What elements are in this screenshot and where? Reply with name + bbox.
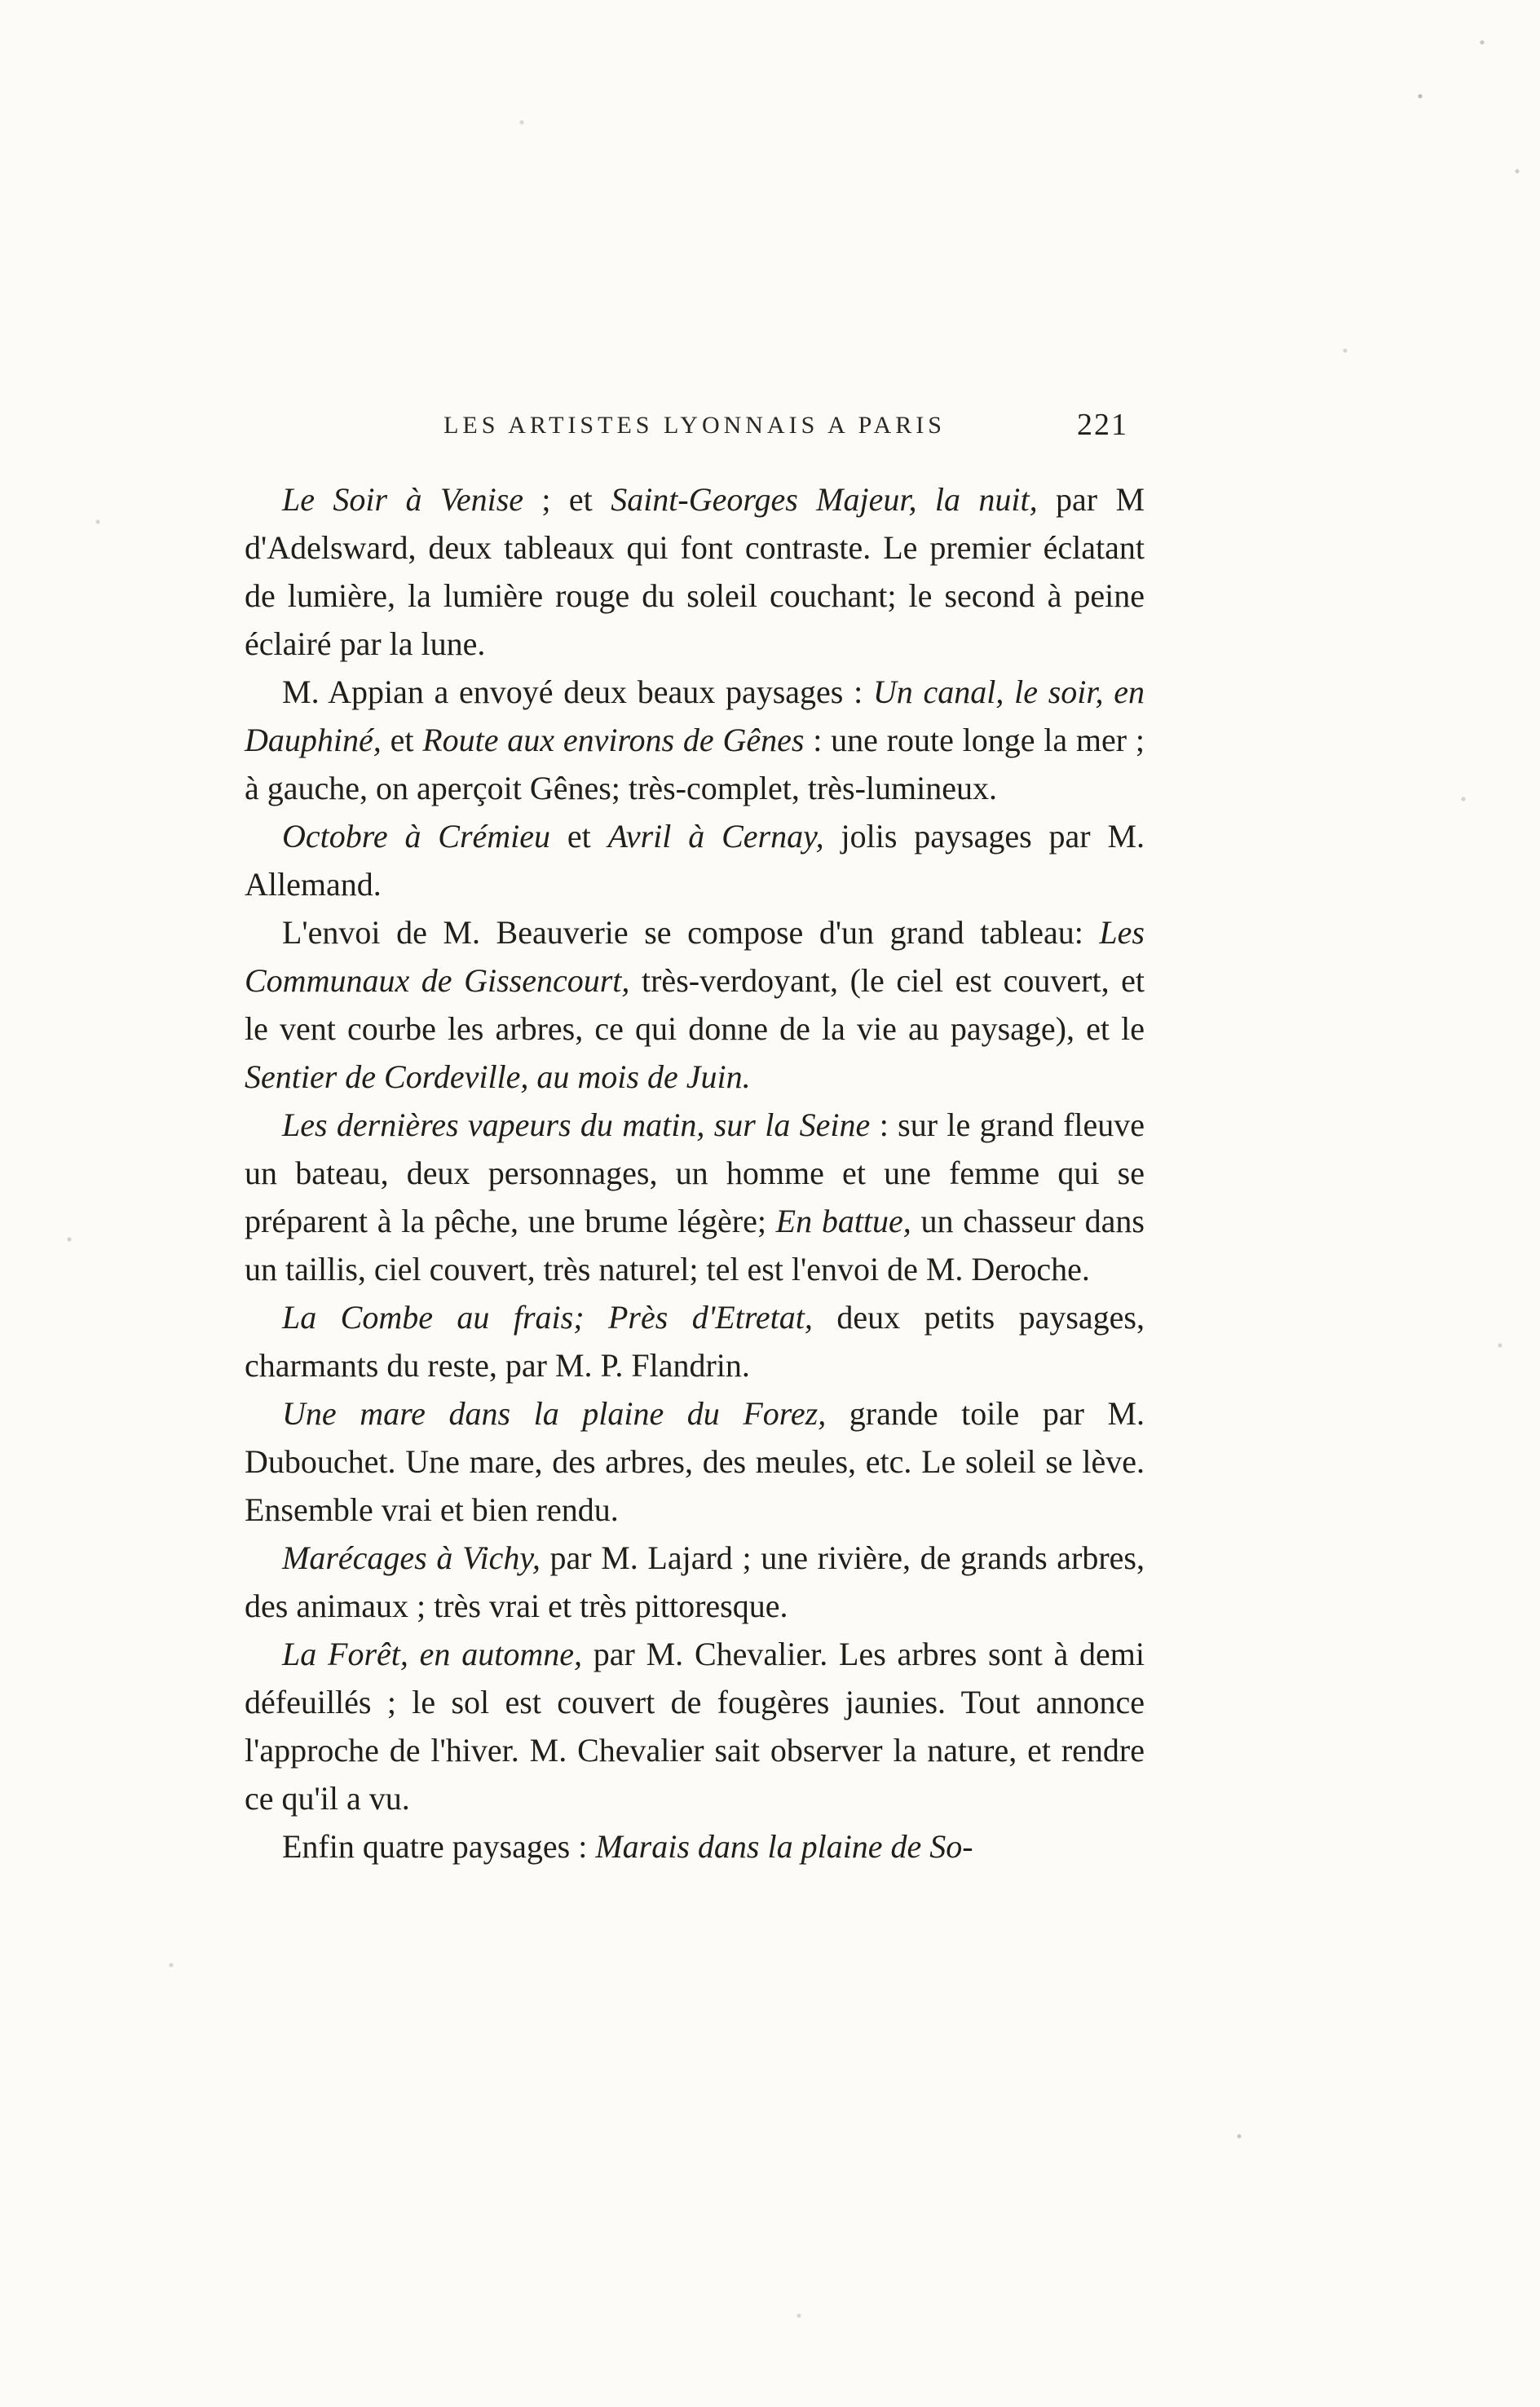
text-run: L'envoi de M. Beauverie se compose d'un grand tableau:: [282, 914, 1100, 951]
page-number: 221: [1077, 408, 1128, 442]
text-run: ; et: [541, 481, 611, 518]
text-run: Une mare dans la plaine du Forez,: [282, 1395, 827, 1432]
text-run: un chasseur dans un taillis, ciel couvert, très naturel; tel est l'envoi de M. Deroche.: [245, 1203, 1145, 1287]
text-run: Marais dans la plaine de So-: [595, 1828, 973, 1865]
paragraph: [245, 1389, 1145, 1534]
text-run: : sur le grand fleuve un bateau, deux personnages, un homme et une femme qui se préparent à la pêche, une brume légère;: [245, 1106, 1145, 1239]
paragraph: [245, 812, 1145, 908]
paragraph: [245, 1534, 1145, 1630]
text-run: par M. Lajard ; une rivière, de grands arbres, des animaux ; très vrai et très pittoresque.: [245, 1539, 1145, 1624]
text-run: par M. Chevalier. Les arbres sont à demi défeuillés ; le sol est couvert de fougères jaunies. Tout annonce l'approche de l'hiver. M. Chevalier sait observer la nature, et rendre ce qu'il a vu.: [245, 1636, 1145, 1817]
text-run: La Combe au frais; Près d'Etretat,: [282, 1299, 813, 1336]
text-block: [245, 408, 1145, 1870]
text-run: par M d'Adelsward, deux tableaux qui font contraste. Le premier éclatant de lumière, la lumière rouge du soleil couchant; le second à peine éclairé par la lune.: [245, 481, 1145, 662]
paragraph: [245, 668, 1145, 812]
paragraph: [245, 908, 1145, 1101]
text-run: Sentier de Cordeville, au mois de Juin.: [245, 1058, 751, 1095]
text-run: Avril à Cernay,: [607, 818, 824, 855]
page-body: [245, 475, 1145, 1870]
paragraph: [245, 1293, 1145, 1389]
text-run: : une route longe la mer ; à gauche, on aperçoit Gênes; très-complet, très-lumineux.: [245, 722, 1145, 806]
text-run: Saint-Georges Majeur, la nuit,: [611, 481, 1038, 518]
text-run: Les Communaux de Gissencourt,: [245, 914, 1145, 999]
text-run: jolis paysages par M. Allemand.: [245, 818, 1145, 903]
text-run: Octobre à Crémieu: [282, 818, 551, 855]
paragraph: [245, 1101, 1145, 1293]
text-run: En battue,: [775, 1203, 911, 1239]
text-run: Enfin quatre paysages :: [282, 1828, 596, 1865]
text-run: et: [567, 818, 608, 855]
text-run: et: [390, 722, 423, 758]
running-title: LES ARTISTES LYONNAIS A PARIS: [443, 412, 946, 439]
paragraph: [245, 1822, 1145, 1870]
text-run: grande toile par M. Dubouchet. Une mare, des arbres, des meules, etc. Le soleil se lève. Ensemble vrai et bien rendu.: [245, 1395, 1145, 1528]
paragraph: [245, 1630, 1145, 1822]
text-run: Les dernières vapeurs du matin, sur la Seine: [282, 1106, 871, 1143]
text-run: deux petits paysages, charmants du reste, par M. P. Flandrin.: [245, 1299, 1145, 1384]
text-run: Marécages à Vichy,: [282, 1539, 541, 1576]
text-run: très-verdoyant, (le ciel est couvert, et le vent courbe les arbres, ce qui donne de la vie au paysage), et le: [245, 962, 1145, 1047]
text-run: Un canal, le soir, en Dauphiné,: [245, 674, 1145, 758]
text-run: La Forêt, en automne,: [282, 1636, 582, 1672]
text-run: Route aux environs de Gênes: [422, 722, 805, 758]
page-header: [245, 408, 1145, 456]
paragraph: [245, 475, 1145, 668]
text-run: M. Appian a envoyé deux beaux paysages :: [282, 674, 873, 710]
text-run: Le Soir à Venise: [282, 481, 524, 518]
